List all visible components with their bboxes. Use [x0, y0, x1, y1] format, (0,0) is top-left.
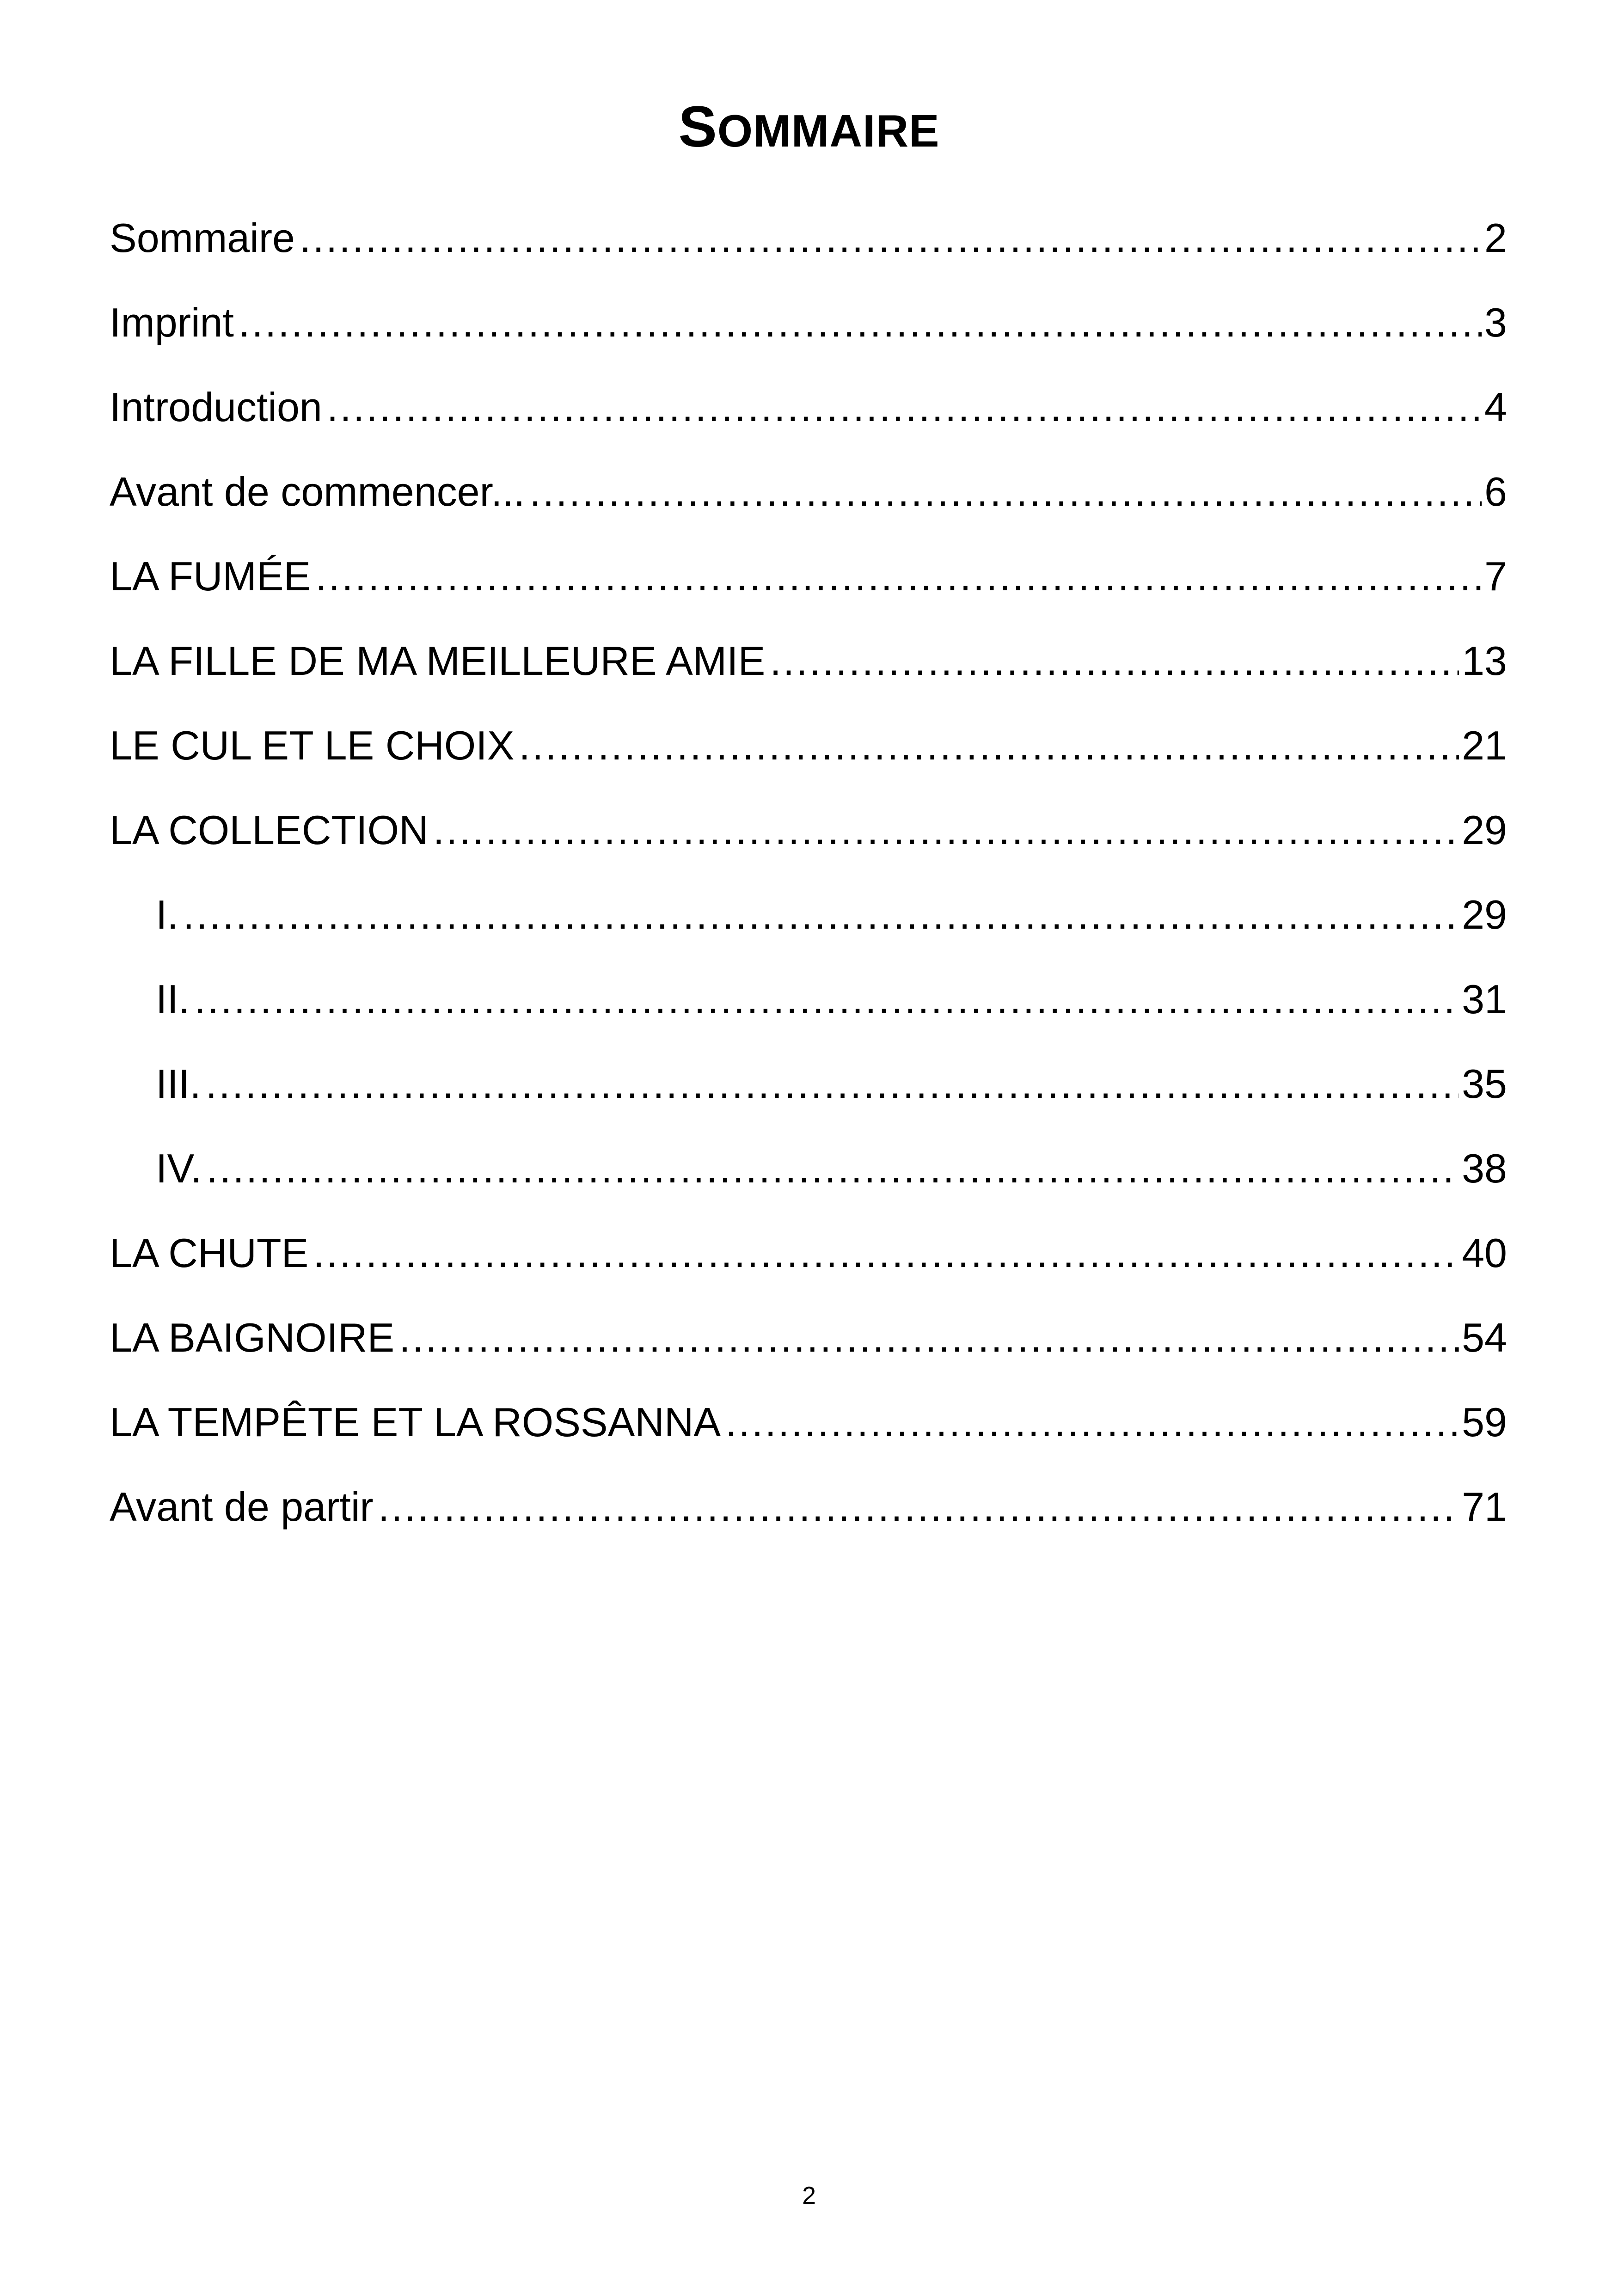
toc-dot-leader	[313, 1230, 1459, 1276]
toc-entry[interactable]	[110, 1211, 1507, 1295]
toc-entry-label: LE CUL ET LE CHOIX	[110, 722, 515, 768]
toc-entry-page: 31	[1462, 976, 1507, 1022]
toc-entry-page: 3	[1484, 299, 1507, 345]
toc-entry[interactable]	[110, 365, 1507, 449]
toc-entry-label: LA CHUTE	[110, 1230, 309, 1276]
toc-entry-label: LA COLLECTION	[110, 807, 429, 853]
toc-dot-leader	[206, 1061, 1459, 1107]
toc-entry[interactable]	[110, 872, 1507, 957]
toc-entry[interactable]	[110, 1041, 1507, 1126]
toc-entry-label: Sommaire	[110, 214, 295, 261]
toc-entry-page: 59	[1462, 1399, 1507, 1445]
toc-entry-page: 7	[1484, 553, 1507, 599]
page-title-rest: OMMAIRE	[717, 105, 940, 156]
toc-dot-leader	[183, 892, 1459, 938]
toc-entry-label: Imprint	[110, 299, 234, 345]
toc-entry-page: 21	[1462, 722, 1507, 768]
toc-entry-label: I.	[156, 891, 178, 937]
toc-entry-label: II.	[156, 976, 190, 1022]
toc-entry-page: 35	[1462, 1060, 1507, 1107]
toc-entry-label: IV.	[156, 1145, 202, 1191]
toc-dot-leader	[378, 1484, 1459, 1530]
toc-entry[interactable]	[110, 1380, 1507, 1464]
toc-entry-label: Avant de commencer...	[110, 468, 525, 514]
toc-dot-leader	[300, 215, 1482, 261]
toc-entry[interactable]	[110, 788, 1507, 872]
toc-entry[interactable]	[110, 957, 1507, 1041]
toc-dot-leader	[194, 976, 1459, 1022]
toc-entry-page: 71	[1462, 1483, 1507, 1530]
toc-dot-leader	[770, 638, 1459, 684]
toc-entry-page: 29	[1462, 807, 1507, 853]
toc-dot-leader	[207, 1145, 1459, 1192]
toc-entry[interactable]	[110, 1464, 1507, 1549]
toc-entry-label: III.	[156, 1060, 201, 1107]
toc-entry-label: LA FUMÉE	[110, 553, 311, 599]
toc-entry[interactable]	[110, 280, 1507, 365]
toc-entry[interactable]	[110, 1295, 1507, 1380]
toc-entry[interactable]	[110, 449, 1507, 534]
toc-entry-page: 54	[1462, 1314, 1507, 1360]
toc-entry-label: LA BAIGNOIRE	[110, 1314, 395, 1360]
page-title	[0, 92, 1618, 165]
toc-dot-leader	[725, 1399, 1459, 1445]
toc-entry[interactable]	[110, 196, 1507, 280]
toc-entry-page: 4	[1484, 384, 1507, 430]
toc-entry-label: Avant de partir	[110, 1483, 374, 1530]
toc-dot-leader	[315, 553, 1482, 600]
toc-dot-leader	[433, 807, 1459, 853]
toc-dot-leader	[529, 469, 1482, 515]
toc-dot-leader	[239, 300, 1482, 346]
toc-entry[interactable]	[110, 703, 1507, 788]
toc-entry-page: 40	[1462, 1230, 1507, 1276]
toc-entry-label: Introduction	[110, 384, 322, 430]
toc-entry-label: LA TEMPÊTE ET LA ROSSANNA	[110, 1399, 721, 1445]
toc-entry-page: 2	[1484, 214, 1507, 261]
page-title-initial: S	[678, 95, 717, 159]
toc-entry-page: 13	[1462, 637, 1507, 684]
toc-entry[interactable]	[110, 1126, 1507, 1211]
toc-entry[interactable]	[110, 534, 1507, 618]
toc-entry-page: 38	[1462, 1145, 1507, 1191]
table-of-contents	[110, 196, 1507, 1549]
toc-entry-page: 29	[1462, 891, 1507, 937]
toc-entry-label: LA FILLE DE MA MEILLEURE AMIE	[110, 637, 766, 684]
page-number: 2	[802, 2182, 816, 2210]
toc-entry-page: 6	[1484, 468, 1507, 514]
toc-dot-leader	[399, 1315, 1459, 1361]
toc-dot-leader	[327, 384, 1482, 430]
toc-dot-leader	[519, 722, 1459, 769]
toc-entry[interactable]	[110, 618, 1507, 703]
